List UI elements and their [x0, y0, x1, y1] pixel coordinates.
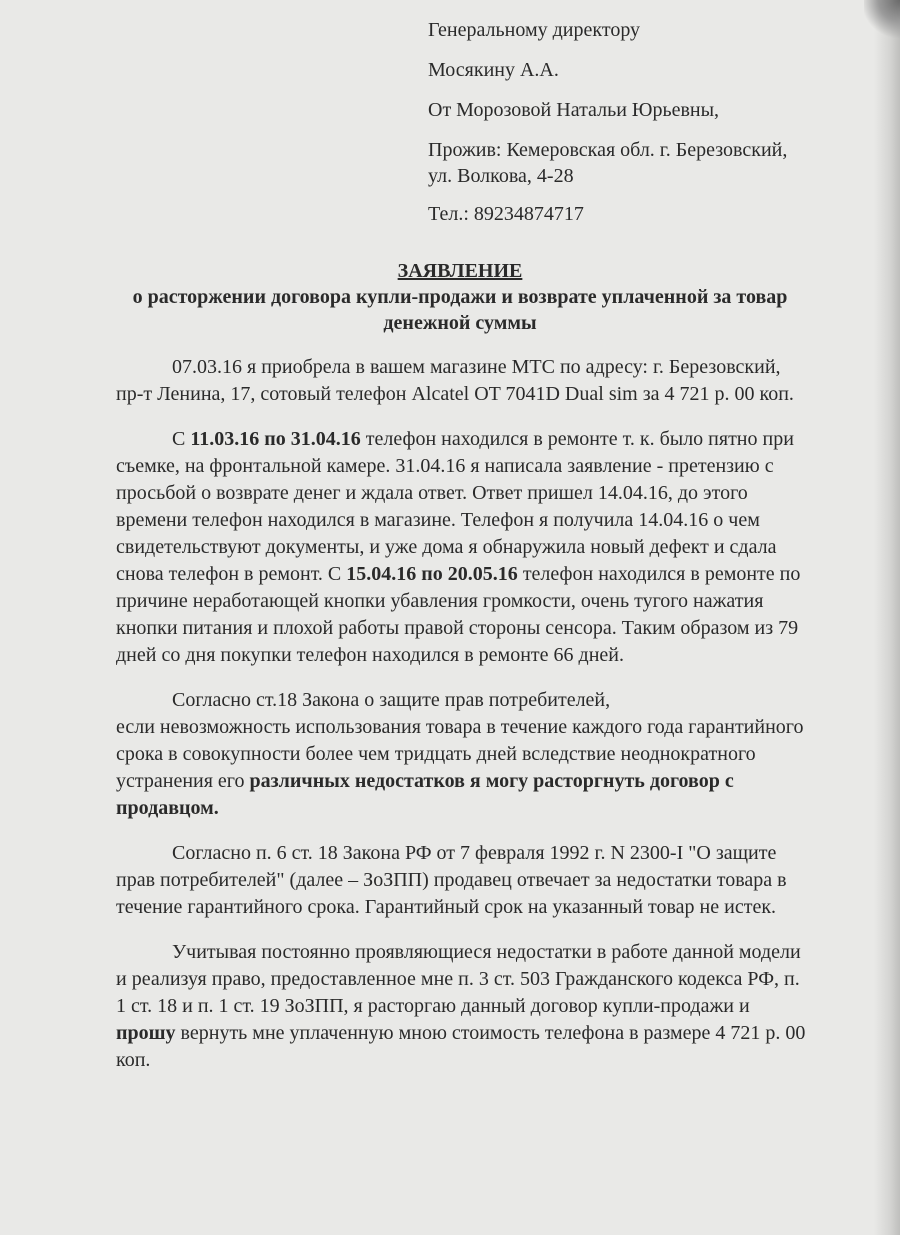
- sender-phone: Тел.: 89234874717: [428, 203, 584, 225]
- paragraph-request-text-c: вернуть мне уплаченную мною стоимость телефона в размере 4 721 р. 00 коп.: [116, 1022, 806, 1071]
- folded-corner: [864, 0, 900, 40]
- paragraph-warranty: Согласно п. 6 ст. 18 Закона РФ от 7 февраля 1992 г. N 2300-I "О защите прав потребителей" (далее – ЗоЗПП) продавец отвечает за недостатки товара в течение гарантийного срока. Гарантийный срок на указанный товар не истек.: [116, 842, 787, 918]
- sender-address-line2: ул. Волкова, 4-28: [428, 165, 574, 187]
- paragraph-request-text-a: Учитывая постоянно проявляющиеся недостатки в работе данной модели и реализуя право, предоставленное мне п. 3 ст. 503 Гражданского кодекса РФ, п. 1 ст. 18 и п. 1 ст. 19 ЗоЗПП, я расторгаю данный договор купли-продажи и: [116, 941, 801, 1017]
- paragraph-repairs: [116, 426, 806, 669]
- addressee-name: Мосякину А.А.: [428, 59, 559, 81]
- addressee-block: [428, 17, 848, 241]
- repair-period-1: 11.03.16 по 31.04.16: [190, 428, 361, 450]
- sender-address: [428, 137, 848, 189]
- paragraph-law-18: [116, 687, 806, 822]
- sender-address-line1: Прожив: Кемеровская обл. г. Березовский,: [428, 139, 788, 161]
- paragraph-law-18-intro: Согласно ст.18 Закона о защите прав потребителей,: [172, 689, 611, 711]
- paragraph-purchase: 07.03.16 я приобрела в вашем магазине МТС по адресу: г. Березовский, пр-т Ленина, 17, сотовый телефон Alcatel OT 7041D Dual sim за 4 721 р. 00 коп.: [116, 356, 794, 405]
- paragraph-law-18-bold: различных недостатков я могу расторгнуть договор с продавцом.: [116, 770, 734, 819]
- request-word: прошу: [116, 1022, 176, 1044]
- scan-edge-shadow: [874, 0, 900, 1235]
- document-heading: [100, 258, 820, 336]
- document-body: [116, 354, 806, 1092]
- repair-period-2: 15.04.16 по 20.05.16: [346, 563, 518, 585]
- document-title: ЗАЯВЛЕНИЕ: [397, 260, 523, 282]
- addressee-position: Генеральному директору: [428, 19, 641, 41]
- paragraph-repairs-text-c: телефон находился в ремонте т. к. было пятно при съемке, на фронтальной камере. 31.04.16 я написала заявление - претензию с просьбой о возврате денег и ждала ответ. Ответ пришел 14.04.16, до этого времени телефон находился в магазине. Телефон я получила 14.04.16 о чем свидетельствуют документы, и уже дома я обнаружила новый дефект и сдала снова телефон в ремонт. С: [116, 428, 794, 585]
- paragraph-repairs-text-a: С: [172, 428, 191, 450]
- document-subtitle: о расторжении договора купли-продажи и возврате уплаченной за товар денежной суммы: [132, 286, 788, 334]
- paragraph-request: [116, 939, 806, 1074]
- paragraph-repairs-text-e: телефон находился в ремонте по причине неработающей кнопки убавления громкости, очень тугого нажатия кнопки питания и плохой работы правой стороны сенсора. Таким образом из 79 дней со дня покупки телефон находился в ремонте 66 дней.: [116, 563, 801, 666]
- paragraph-law-18-text: если невозможность использования товара в течение каждого года гарантийного срока в совокупности более чем тридцать дней вследствие неоднократного устранения его: [116, 716, 804, 792]
- sender-name: От Морозовой Натальи Юрьевны,: [428, 99, 720, 121]
